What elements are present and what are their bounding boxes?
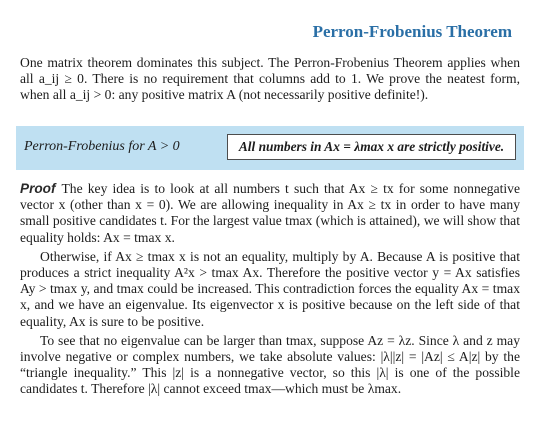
theorem-label: Perron-Frobenius for A > 0 — [24, 139, 180, 154]
section-title: Perron-Frobenius Theorem — [312, 22, 512, 41]
proof-paragraph-2: Otherwise, if Ax ≥ tmax x is not an equality, multiply by A. Because A is positive that produces a strict inequality A²x > tmax Ax. Therefore the positive vector y = Ax satisfies Ay > tmax y, and tmax could be increased. This contradiction forces the equality Ax = tmax x, and we have an eigenvalue. Its eigenvector x is positive because on the left side of that equality, Ax is sure to be positive. — [20, 248, 520, 329]
proof-paragraph-1: The key idea is to look at all numbers t such that Ax ≥ tx for some nonnegative vector x (other than x = 0). We are allowing inequality in Ax ≥ tx in order to have many small positive candidates t. For the largest value tmax (which is attained), we will show that equality holds: Ax = tmax x. — [20, 181, 520, 245]
theorem-band — [16, 126, 524, 170]
proof-text — [20, 181, 520, 401]
intro-paragraph: One matrix theorem dominates this subject. The Perron-Frobenius Theorem applies when all a_ij ≥ 0. There is no requirement that columns add to 1. We prove the neatest form, when all a_ij > 0: any positive matrix A (not necessarily positive definite!). — [20, 55, 520, 103]
proof-paragraph-3: To see that no eigenvalue can be larger than tmax, suppose Az = λz. Since λ and z may involve negative or complex numbers, we take absolute values: |λ||z| = |Az| ≤ A|z| by the “triangle inequality.” This |z| is a nonnegative vector, so this |λ| is one of the possible candidates t. Therefore |λ| cannot exceed tmax—which must be λmax. — [20, 332, 520, 397]
theorem-statement: All numbers in Ax = λmax x are strictly positive. — [227, 134, 516, 160]
proof-heading: Proof — [20, 181, 56, 196]
proof-paragraph — [20, 181, 520, 246]
